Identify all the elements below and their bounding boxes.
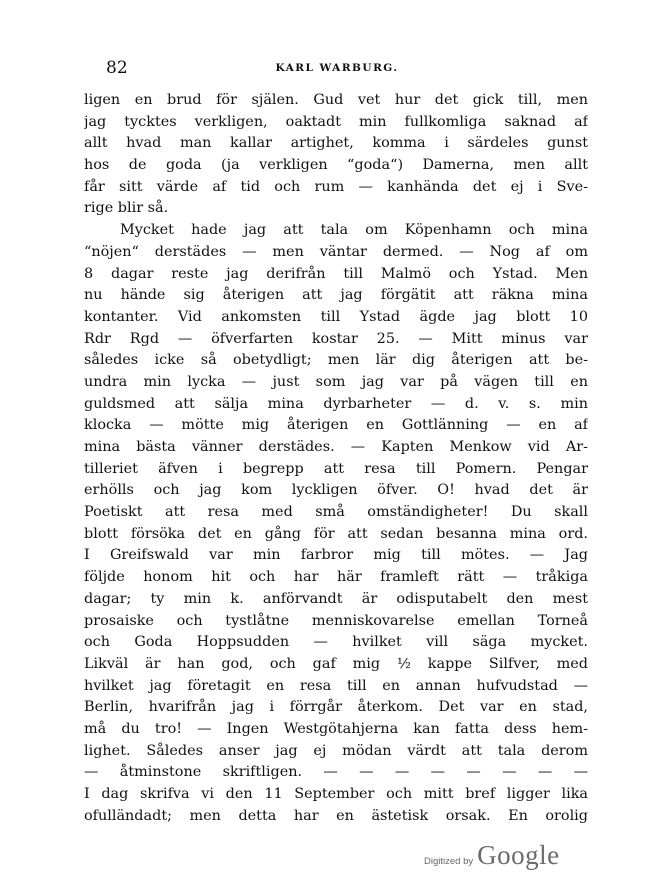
text-line: jag tycktes verkligen, oaktadt min fullkomliga saknad af [84,113,588,130]
text-line: erhölls och jag kom lyckligen öfver. O! hvad det är [84,482,588,499]
text-line: Poetiskt att resa med små omständigheter! Du skall [84,504,588,521]
text-line: följde honom hit och har här framleft rätt — tråkiga [84,569,588,586]
text-line: lighet. Således anser jag ej mödan värdt att tala derom [84,742,588,759]
text-line: ligen en brud för själen. Gud vet hur det gick till, men [84,92,588,108]
text-line: rige blir så. [84,200,169,217]
text-line: må du tro! — Ingen Westgötahjerna kan fatta dess hem- [84,720,588,737]
text-line: Mycket hade jag att tala om Köpenhamn och mina [120,222,588,239]
body-text [84,90,588,827]
text-line: således icke så obetydligt; men lär dig återigen att be- [84,352,588,369]
text-line: mina bästa vänner derstädes. — Kapten Menkow vid Ar- [84,439,588,455]
digitized-by-label: Digitized by [424,856,474,867]
text-line: kontanter. Vid ankomsten till Ystad ägde jag blott 10 [84,308,588,325]
text-line: “nöjen“ derstädes — men väntar dermed. — Nog af om [84,243,588,260]
text-line: klocka — mötte mig återigen en Gottlänning — en af [84,417,588,434]
text-line: Likväl är han god, och gaf mig ½ kappe Silfver, med [84,655,588,672]
text-line: guldsmed att sälja mina dyrbarheter — d. v. s. min [84,395,588,412]
text-line: — åtminstone skriftligen. — — — — — — — — [84,764,588,781]
text-line: hos de goda (ja verkligen “goda“) Damerna, men allt [84,157,588,174]
text-line: Rdr Rgd — öfverfarten kostar 25. — Mitt minus var [84,330,588,347]
text-line: prosaiske och tystlåtne menniskovarelse emellan Torneå [84,612,588,629]
digitized-by-google-watermark [424,840,560,870]
running-title: KARL WARBURG. [275,62,399,74]
page-number: 82 [106,58,128,78]
text-line: tilleriet äfven i begrepp att resa till Pomern. Pengar [84,460,588,477]
google-logo: Google [477,840,560,870]
text-line: Berlin, hvarifrån jag i förrgår återkom. Det var en stad, [84,699,588,716]
text-line: I dag skrifva vi den 11 September och mitt bref ligger lika [84,786,588,802]
text-line: allt hvad man kallar artighet, komma i särdeles gunst [84,135,588,152]
text-line: nu hände sig återigen att jag förgätit att räkna mina [84,287,588,304]
text-line: ofulländadt; men detta har en ästetisk orsak. En orolig [84,807,588,824]
text-line: och Goda Hoppsudden — hvilket vill säga mycket. [84,634,588,651]
text-line: 8 dagar reste jag derifrån till Malmö och Ystad. Men [84,265,588,282]
text-line: dagar; ty min k. anförvandt är odisputabelt den mest [84,590,588,607]
running-head [86,58,588,80]
text-line: undra min lycka — just som jag var på vägen till en [84,373,588,390]
text-line: blott försöka det en gång för att sedan besanna mina ord. [84,525,588,542]
text-line: hvilket jag företagit en resa till en annan hufvudstad — [84,677,588,694]
text-line: I Greifswald var min farbror mig till mötes. — Jag [84,547,588,564]
text-line: får sitt värde af tid och rum — kanhända det ej i Sve- [84,178,588,195]
